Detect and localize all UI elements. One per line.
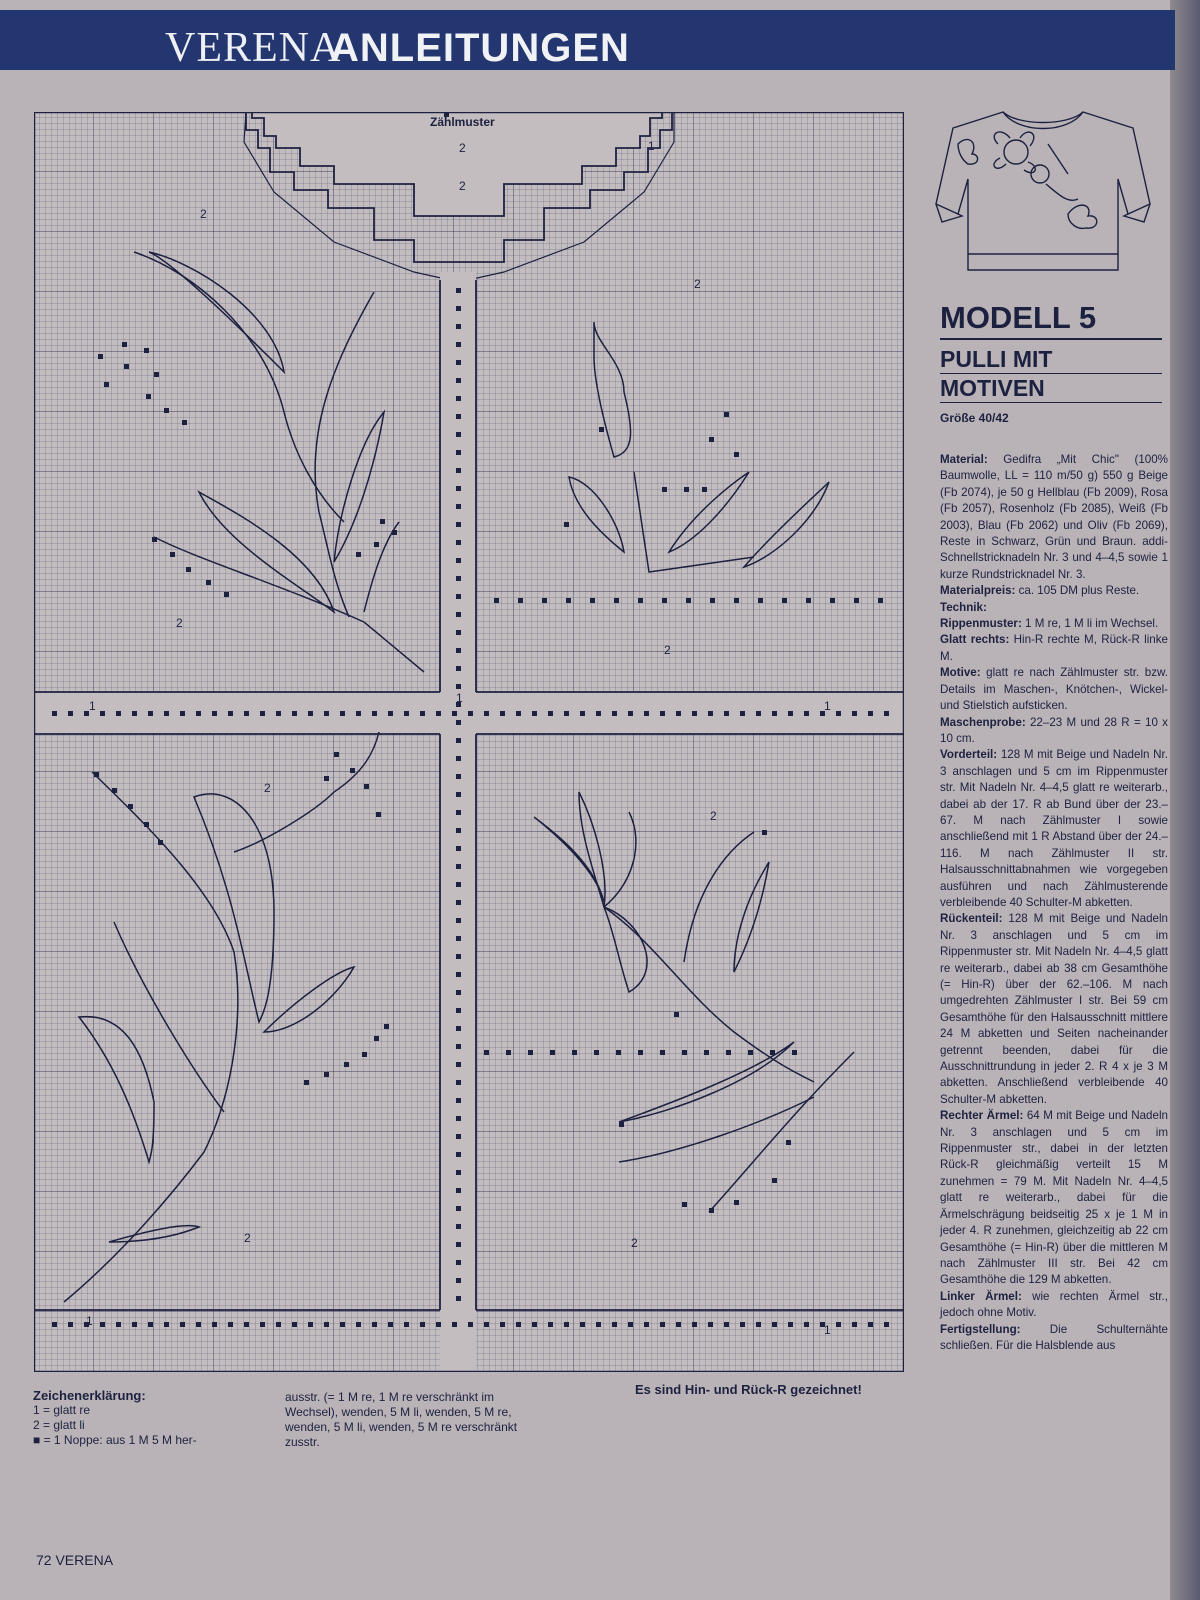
bobble-mark bbox=[164, 711, 169, 716]
bobble-mark bbox=[740, 711, 745, 716]
bobble-mark bbox=[456, 1242, 461, 1247]
bobble-mark bbox=[724, 711, 729, 716]
bobble-mark bbox=[852, 711, 857, 716]
instr-text: wie rechten Ärmel str., jedoch ohne Motiv. bbox=[940, 1289, 1168, 1320]
bobble-mark bbox=[276, 1322, 281, 1327]
legend-item: 2 = glatt li bbox=[33, 1418, 85, 1432]
bobble-mark bbox=[244, 711, 249, 716]
chart-number: 1 bbox=[86, 1314, 93, 1328]
bobble-mark bbox=[456, 468, 461, 473]
instr-text: glatt re nach Zählmuster str. bzw. Details im Maschen-, Knötchen-, Wickel- und Stielstich aufsticken. bbox=[940, 666, 1168, 713]
bobble-mark bbox=[456, 1080, 461, 1085]
model-title: MODELL 5 bbox=[940, 300, 1162, 340]
bobble-mark bbox=[726, 1050, 731, 1055]
bobble-mark bbox=[228, 711, 233, 716]
bobble-mark bbox=[324, 711, 329, 716]
bobble-mark bbox=[324, 1322, 329, 1327]
bobble-mark bbox=[124, 364, 129, 369]
bobble-mark bbox=[456, 936, 461, 941]
bobble-mark bbox=[682, 1202, 687, 1207]
bobble-mark bbox=[182, 420, 187, 425]
bobble-mark bbox=[456, 522, 461, 527]
bobble-mark bbox=[308, 711, 313, 716]
bobble-mark bbox=[456, 576, 461, 581]
bobble-mark bbox=[596, 711, 601, 716]
bobble-mark bbox=[878, 598, 883, 603]
bobble-mark bbox=[782, 598, 787, 603]
bobble-mark bbox=[456, 954, 461, 959]
bobble-mark bbox=[724, 1322, 729, 1327]
bobble-mark bbox=[456, 972, 461, 977]
bobble-mark bbox=[456, 990, 461, 995]
instr-text: 1 M re, 1 M li im Wechsel. bbox=[1025, 617, 1159, 631]
bobble-mark bbox=[542, 598, 547, 603]
legend-title: Zeichenerklärung: bbox=[33, 1388, 146, 1403]
instr-text: Die Schulternähte schließen. Für die Halsblende aus bbox=[940, 1322, 1168, 1352]
bobble-mark bbox=[148, 1322, 153, 1327]
bobble-mark bbox=[806, 598, 811, 603]
chart-number: 1 bbox=[89, 699, 96, 713]
bobble-mark bbox=[456, 1170, 461, 1175]
bobble-mark bbox=[356, 1322, 361, 1327]
bobble-mark bbox=[614, 598, 619, 603]
chart-number: 1 bbox=[824, 699, 831, 713]
bobble-mark bbox=[456, 1044, 461, 1049]
section-title: ANLEITUNGEN bbox=[330, 26, 630, 70]
bobble-mark bbox=[550, 1050, 555, 1055]
instr-label: Materialpreis: bbox=[940, 584, 1016, 598]
bobble-mark bbox=[164, 408, 169, 413]
bobble-mark bbox=[682, 1050, 687, 1055]
bobble-mark bbox=[686, 598, 691, 603]
bobble-mark bbox=[758, 598, 763, 603]
bobble-mark bbox=[456, 1098, 461, 1103]
bobble-mark bbox=[676, 1322, 681, 1327]
bobble-mark bbox=[628, 711, 633, 716]
legend-item: ■ = 1 Noppe: aus 1 M 5 M her- bbox=[33, 1433, 197, 1447]
bobble-mark bbox=[356, 552, 361, 557]
bobble-mark bbox=[456, 540, 461, 545]
bobble-mark bbox=[532, 711, 537, 716]
bobble-mark bbox=[456, 1026, 461, 1031]
bobble-mark bbox=[788, 711, 793, 716]
instr-text: 22–23 M und 28 R = 10 x 10 cm. bbox=[940, 715, 1168, 745]
bobble-mark bbox=[709, 437, 714, 442]
bobble-mark bbox=[456, 1278, 461, 1283]
bobble-mark bbox=[612, 1322, 617, 1327]
instr-label: Glatt rechts: bbox=[940, 633, 1010, 647]
bobble-mark bbox=[196, 1322, 201, 1327]
instr-text: Gedifra „Mit Chic" (100% Baumwolle, LL = 110 m/50 g) 550 g Beige (Fb 2074), je 50 g Hellblau (Fb 2009), Rosa (Fb 2057), Rosenholz (Fb 2085), Weiß (Fb 2003), Blau (Fb 2062) und Oliv (Fb 2069), Reste in Schwarz, Grün und Braun. addi-Schnellstricknadeln Nr. 3 und 4–4,5 sowie 1 kurze Rundstricknadel Nr. 3. bbox=[940, 453, 1168, 581]
subtitle-line: PULLI MIT bbox=[940, 345, 1162, 374]
bobble-mark bbox=[684, 487, 689, 492]
bobble-mark bbox=[104, 382, 109, 387]
bobble-mark bbox=[180, 711, 185, 716]
bobble-mark bbox=[68, 711, 73, 716]
bobble-mark bbox=[456, 1008, 461, 1013]
bobble-mark bbox=[500, 1322, 505, 1327]
bobble-mark bbox=[456, 756, 461, 761]
bobble-mark bbox=[324, 1072, 329, 1077]
bobble-mark bbox=[566, 598, 571, 603]
bobble-mark bbox=[456, 306, 461, 311]
bobble-mark bbox=[456, 1134, 461, 1139]
bobble-mark bbox=[734, 452, 739, 457]
bobble-mark bbox=[660, 1050, 665, 1055]
instr-label: Rückenteil: bbox=[940, 912, 1003, 926]
bobble-mark bbox=[692, 1322, 697, 1327]
model-subtitle bbox=[940, 345, 1162, 403]
bobble-mark bbox=[564, 711, 569, 716]
bobble-mark bbox=[244, 1322, 249, 1327]
bobble-mark bbox=[404, 1322, 409, 1327]
instr-text: 64 M mit Beige und Nadeln Nr. 3 anschlagen und 5 cm im Rippenmuster str., dabei in der letzten Rück-R gleichmäßig verteilt 15 M zunehmen = 79 M. Mit Nadeln Nr. 4–4,5 glatt re weiterarb., dabei für die Ärmelschrägung beidseitig 25 x je 1 M in jeder 4. R zunehmen, gleichzeitig ab 22 cm Gesamthöhe (= Hin-R) über die mittleren M nach Zählmuster III str. Bei 42 cm Gesamthöhe die 129 M abketten. bbox=[940, 1109, 1168, 1287]
bobble-mark bbox=[548, 711, 553, 716]
bobble-mark bbox=[660, 1322, 665, 1327]
bobble-mark bbox=[612, 711, 617, 716]
bobble-mark bbox=[708, 711, 713, 716]
bobble-mark bbox=[590, 598, 595, 603]
bobble-mark bbox=[456, 342, 461, 347]
bobble-mark bbox=[836, 711, 841, 716]
bobble-mark bbox=[456, 864, 461, 869]
bobble-mark bbox=[356, 711, 361, 716]
bobble-mark bbox=[740, 1322, 745, 1327]
bobble-mark bbox=[674, 1012, 679, 1017]
bobble-mark bbox=[212, 711, 217, 716]
bobble-mark bbox=[116, 1322, 121, 1327]
bobble-mark bbox=[452, 711, 457, 716]
bobble-mark bbox=[644, 711, 649, 716]
bobble-mark bbox=[644, 1322, 649, 1327]
bobble-mark bbox=[662, 487, 667, 492]
bobble-mark bbox=[596, 1322, 601, 1327]
bobble-mark bbox=[516, 1322, 521, 1327]
instr-label: Maschenprobe: bbox=[940, 715, 1026, 729]
page-spine bbox=[1170, 0, 1200, 1600]
bobble-mark bbox=[196, 711, 201, 716]
bobble-mark bbox=[852, 1322, 857, 1327]
bobble-mark bbox=[456, 684, 461, 689]
chart-number: 2 bbox=[664, 643, 671, 657]
bobble-mark bbox=[724, 412, 729, 417]
bobble-mark bbox=[580, 711, 585, 716]
instr-label: Rechter Ärmel: bbox=[940, 1109, 1024, 1123]
bobble-mark bbox=[186, 567, 191, 572]
instr-text: Hin-R rechte M, Rück-R linke M. bbox=[940, 633, 1168, 663]
bobble-mark bbox=[734, 1200, 739, 1205]
bobble-mark bbox=[638, 1050, 643, 1055]
bobble-mark bbox=[516, 711, 521, 716]
legend-item: 1 = glatt re bbox=[33, 1403, 91, 1417]
bobble-mark bbox=[468, 711, 473, 716]
bobble-mark bbox=[148, 711, 153, 716]
bobble-mark bbox=[452, 1322, 457, 1327]
bobble-mark bbox=[456, 828, 461, 833]
chart-number: 2 bbox=[459, 141, 466, 155]
bobble-mark bbox=[884, 711, 889, 716]
bobble-mark bbox=[804, 1322, 809, 1327]
bobble-mark bbox=[580, 1322, 585, 1327]
bobble-mark bbox=[456, 1188, 461, 1193]
bobble-mark bbox=[830, 598, 835, 603]
bobble-mark bbox=[212, 1322, 217, 1327]
bobble-mark bbox=[456, 450, 461, 455]
bobble-mark bbox=[276, 711, 281, 716]
bobble-mark bbox=[772, 711, 777, 716]
bobble-mark bbox=[420, 711, 425, 716]
legend-continuation: ausstr. (= 1 M re, 1 M re verschränkt im Wechsel), wenden, 5 M li, wenden, 5 M re, wenden, 5 M li, wenden, 5 M re verschränkt zusstr. bbox=[285, 1390, 518, 1449]
bobble-mark bbox=[676, 711, 681, 716]
instr-label: Rippenmuster: bbox=[940, 617, 1022, 631]
instr-text: ca. 105 DM plus Reste. bbox=[1018, 584, 1140, 598]
bobble-mark bbox=[456, 792, 461, 797]
size-info: Größe 40/42 bbox=[940, 411, 1009, 425]
bobble-mark bbox=[692, 711, 697, 716]
bobble-mark bbox=[334, 752, 339, 757]
bobble-mark bbox=[456, 396, 461, 401]
bobble-mark bbox=[484, 711, 489, 716]
bobble-mark bbox=[734, 598, 739, 603]
bobble-mark bbox=[388, 711, 393, 716]
instr-label: Fertigstellung: bbox=[940, 1322, 1021, 1336]
bobble-mark bbox=[456, 1206, 461, 1211]
bobble-mark bbox=[456, 1224, 461, 1229]
bobble-mark bbox=[456, 720, 461, 725]
bobble-mark bbox=[702, 487, 707, 492]
bobble-mark bbox=[436, 711, 441, 716]
bobble-mark bbox=[548, 1322, 553, 1327]
bobble-mark bbox=[350, 768, 355, 773]
bobble-mark bbox=[564, 522, 569, 527]
subtitle-line: MOTIVEN bbox=[940, 374, 1162, 403]
sweater-sketch bbox=[928, 104, 1158, 279]
instr-text: 128 M mit Beige und Nadeln Nr. 3 anschlagen und 5 cm im Rippenmuster str. Mit Nadeln Nr. 4–4,5 glatt re weiterarb., dabei ab der 17. R ab Bund über der 23.–67. M nach Zählmuster I sowie anschließend mit 1 R Abstand über der 24.–116. M nach Zählmuster II str. Halsausschnittabnahmen wie vorgegeben ausführen und nach Zählmusterende verbleibende 40 Schulter-M abketten. bbox=[940, 748, 1168, 909]
instr-label: Vorderteil: bbox=[940, 748, 998, 762]
chart-number: 2 bbox=[694, 277, 701, 291]
bobble-mark bbox=[836, 1322, 841, 1327]
bobble-mark bbox=[704, 1050, 709, 1055]
bobble-mark bbox=[388, 1322, 393, 1327]
bobble-mark bbox=[132, 1322, 137, 1327]
bobble-mark bbox=[772, 1178, 777, 1183]
bobble-mark bbox=[494, 598, 499, 603]
bobble-mark bbox=[372, 1322, 377, 1327]
bobble-mark bbox=[756, 1322, 761, 1327]
bobble-mark bbox=[854, 598, 859, 603]
bobble-mark bbox=[340, 1322, 345, 1327]
bobble-mark bbox=[374, 1036, 379, 1041]
bobble-mark bbox=[456, 630, 461, 635]
bobble-mark bbox=[619, 1122, 624, 1127]
instr-text: 128 M mit Beige und Nadeln Nr. 3 anschlagen und 5 cm im Rippenmuster str. Mit Nadeln Nr. 4–4,5 glatt re weiterarb., dabei ab 38 cm Gesamthöhe (= Hin-R) über der 62.–106. M nach umgedrehten Zählmuster I str. Bei 59 cm Gesamthöhe für den Halsausschnitt mittlere 24 M abketten und Seiten nacheinander getrennt beenden, dabei für die Ausschnittrundung in jeder 2. R 4 x je 3 M abketten. Anschließend verbleibende 40 Schulter-M abketten. bbox=[940, 912, 1168, 1106]
instr-label: Linker Ärmel: bbox=[940, 1289, 1022, 1303]
bobble-mark bbox=[868, 711, 873, 716]
bobble-mark bbox=[500, 711, 505, 716]
bobble-mark bbox=[122, 342, 127, 347]
bobble-mark bbox=[456, 378, 461, 383]
bobble-mark bbox=[710, 598, 715, 603]
bobble-mark bbox=[594, 1050, 599, 1055]
bobble-mark bbox=[164, 1322, 169, 1327]
bobble-mark bbox=[364, 784, 369, 789]
bobble-mark bbox=[506, 1050, 511, 1055]
bobble-mark bbox=[456, 900, 461, 905]
legend bbox=[33, 1388, 273, 1448]
bobble-mark bbox=[344, 1062, 349, 1067]
bobble-mark bbox=[788, 1322, 793, 1327]
chart-number: 2 bbox=[459, 179, 466, 193]
bobble-mark bbox=[456, 1062, 461, 1067]
bobble-mark bbox=[456, 612, 461, 617]
chart-number: 2 bbox=[631, 1236, 638, 1250]
bobble-mark bbox=[456, 918, 461, 923]
bobble-mark bbox=[372, 711, 377, 716]
bobble-mark bbox=[456, 1260, 461, 1265]
bobble-mark bbox=[456, 882, 461, 887]
bobble-mark bbox=[518, 598, 523, 603]
bobble-mark bbox=[456, 324, 461, 329]
chart-number: 2 bbox=[176, 616, 183, 630]
bobble-mark bbox=[404, 711, 409, 716]
bobble-mark bbox=[638, 598, 643, 603]
bobble-mark bbox=[884, 1322, 889, 1327]
bobble-mark bbox=[484, 1050, 489, 1055]
instructions bbox=[940, 452, 1168, 1354]
bobble-mark bbox=[762, 830, 767, 835]
bobble-mark bbox=[456, 504, 461, 509]
bobble-mark bbox=[756, 711, 761, 716]
bobble-mark bbox=[308, 1322, 313, 1327]
bobble-mark bbox=[324, 776, 329, 781]
bobble-mark bbox=[456, 738, 461, 743]
page-footer: 72 VERENA bbox=[36, 1552, 114, 1568]
bobble-mark bbox=[154, 372, 159, 377]
bobble-mark bbox=[206, 580, 211, 585]
bobble-mark bbox=[436, 1322, 441, 1327]
bobble-mark bbox=[68, 1322, 73, 1327]
bobble-mark bbox=[116, 711, 121, 716]
bobble-mark bbox=[384, 1024, 389, 1029]
bobble-mark bbox=[456, 810, 461, 815]
bobble-mark bbox=[340, 711, 345, 716]
chart-note: Es sind Hin- und Rück-R gezeichnet! bbox=[635, 1382, 862, 1397]
bobble-mark bbox=[456, 558, 461, 563]
bobble-mark bbox=[456, 1116, 461, 1121]
bobble-mark bbox=[532, 1322, 537, 1327]
bobble-mark bbox=[748, 1050, 753, 1055]
bobble-mark bbox=[564, 1322, 569, 1327]
bobble-mark bbox=[260, 711, 265, 716]
bobble-mark bbox=[456, 360, 461, 365]
bobble-mark bbox=[628, 1322, 633, 1327]
bobble-mark bbox=[224, 592, 229, 597]
chart-number: 2 bbox=[244, 1231, 251, 1245]
bobble-mark bbox=[374, 542, 379, 547]
bobble-mark bbox=[170, 552, 175, 557]
bobble-mark bbox=[376, 812, 381, 817]
chart-label: Zählmuster bbox=[430, 115, 495, 129]
bobble-mark bbox=[572, 1050, 577, 1055]
bobble-mark bbox=[528, 1050, 533, 1055]
bobble-mark bbox=[662, 598, 667, 603]
bobble-mark bbox=[616, 1050, 621, 1055]
chart-number: 2 bbox=[200, 207, 207, 221]
bobble-mark bbox=[52, 1322, 57, 1327]
instr-label: Motive: bbox=[940, 666, 981, 680]
bobble-mark bbox=[144, 348, 149, 353]
bobble-mark bbox=[786, 1140, 791, 1145]
bobble-mark bbox=[456, 666, 461, 671]
bobble-mark bbox=[868, 1322, 873, 1327]
bobble-mark bbox=[456, 846, 461, 851]
bobble-mark bbox=[456, 432, 461, 437]
bobble-mark bbox=[228, 1322, 233, 1327]
bobble-mark bbox=[660, 711, 665, 716]
bobble-mark bbox=[52, 711, 57, 716]
bobble-mark bbox=[456, 648, 461, 653]
bobble-mark bbox=[456, 1152, 461, 1157]
bobble-mark bbox=[456, 288, 461, 293]
bobble-mark bbox=[420, 1322, 425, 1327]
chart-number: 1 bbox=[824, 1323, 831, 1337]
bobble-mark bbox=[100, 1322, 105, 1327]
bobble-mark bbox=[772, 1322, 777, 1327]
bobble-mark bbox=[456, 1296, 461, 1301]
instr-label: Technik: bbox=[940, 600, 987, 614]
bobble-mark bbox=[599, 427, 604, 432]
bobble-mark bbox=[456, 486, 461, 491]
bobble-mark bbox=[146, 394, 151, 399]
bobble-mark bbox=[456, 414, 461, 419]
bobble-mark bbox=[456, 774, 461, 779]
brand-logo: VERENA bbox=[165, 25, 342, 71]
bobble-mark bbox=[484, 1322, 489, 1327]
chart-number: 2 bbox=[710, 809, 717, 823]
bobble-mark bbox=[292, 711, 297, 716]
bobble-mark bbox=[380, 519, 385, 524]
bobble-mark bbox=[304, 1080, 309, 1085]
bobble-mark bbox=[180, 1322, 185, 1327]
bobble-mark bbox=[468, 1322, 473, 1327]
chart-number: 2 bbox=[264, 781, 271, 795]
bobble-mark bbox=[708, 1322, 713, 1327]
knitting-chart bbox=[34, 112, 904, 1372]
header-band bbox=[0, 10, 1175, 70]
bobble-mark bbox=[132, 711, 137, 716]
bobble-mark bbox=[792, 1050, 797, 1055]
chart-number: 1 bbox=[648, 139, 655, 153]
bobble-mark bbox=[100, 711, 105, 716]
bobble-mark bbox=[292, 1322, 297, 1327]
bobble-mark bbox=[456, 594, 461, 599]
bobble-mark bbox=[98, 354, 103, 359]
instr-label: Material: bbox=[940, 453, 988, 466]
bobble-mark bbox=[362, 1052, 367, 1057]
bobble-mark bbox=[260, 1322, 265, 1327]
bobble-mark bbox=[804, 711, 809, 716]
chart-number: 1 bbox=[456, 691, 463, 705]
